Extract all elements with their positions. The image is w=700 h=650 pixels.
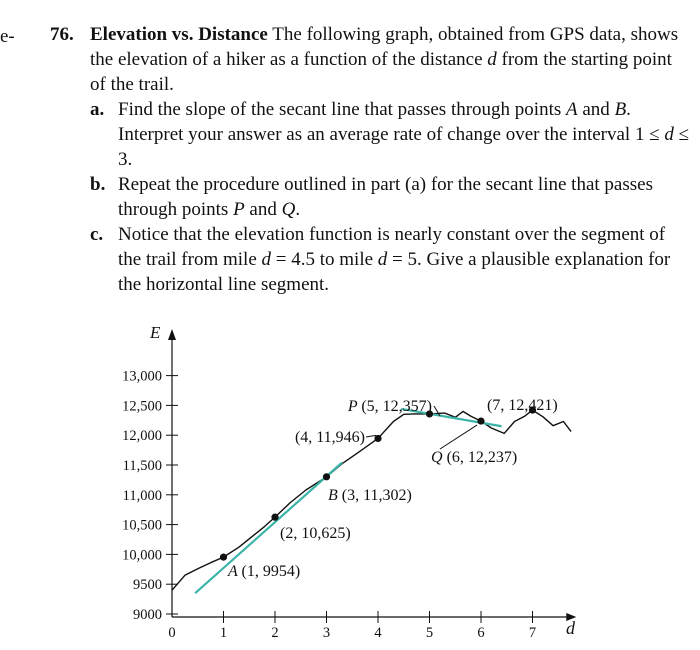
part-b-var-p: P [233, 199, 245, 220]
intro-var: d [487, 49, 497, 70]
part-c-var-d2: d [377, 249, 388, 270]
point-B [323, 473, 330, 480]
part-a-mid: and [577, 99, 615, 120]
x-tick-label: 5 [425, 625, 434, 641]
part-a-var-b: B [614, 99, 627, 120]
y-tick-label: 11,000 [122, 487, 162, 504]
point-label-P: P (5, 12,357) [347, 398, 432, 415]
intro-text-1: The following graph, obtained from GPS data, shows the elevation of a hiker as a function of the distance [90, 24, 679, 70]
point-label-B: B (3, 11,302) [328, 487, 412, 504]
leader-Q [440, 425, 477, 449]
part-b-post: . [295, 199, 301, 220]
y-tick-label: 12,500 [122, 398, 162, 415]
point-2 [271, 514, 278, 521]
part-a-end: ≤ 3. [118, 124, 690, 170]
x-tick-label: 7 [528, 625, 537, 641]
part-a-var-a: A [566, 99, 578, 120]
point-label-7: (7, 12,421) [487, 397, 558, 414]
x-tick-label: 4 [374, 625, 382, 641]
intro-text-2: from the starting point of the trail. [90, 49, 672, 95]
point-A [220, 554, 227, 561]
part-c-mid: = 4.5 to mile [271, 249, 378, 270]
y-tick-label: 9500 [133, 577, 162, 594]
point-Q [477, 417, 484, 424]
y-axis-arrow [168, 329, 176, 340]
x-tick-label: 3 [322, 625, 331, 641]
point-label-A: A (1, 9954) [228, 563, 301, 580]
part-a-label: a. [90, 99, 105, 120]
point-label-Q: Q (6, 12,237) [431, 449, 518, 466]
y-tick-label: 10,000 [122, 547, 162, 564]
part-b-label: b. [90, 174, 106, 195]
part-a-post: . Interpret your answer as an average rate of change over the interval 1 ≤ [118, 99, 665, 145]
x-axis-label: d [566, 618, 575, 638]
problem-number: 76. [50, 24, 74, 45]
y-tick-label: 12,000 [122, 428, 162, 445]
part-a-var-d: d [664, 124, 674, 145]
y-tick-label: 13,000 [122, 368, 162, 385]
y-axis-label: E [150, 323, 161, 342]
margin-mark: e- [0, 26, 15, 47]
point-label-2: (2, 10,625) [280, 525, 351, 542]
y-tick-label: 9000 [133, 607, 162, 623]
part-b-mid: and [244, 199, 282, 220]
x-tick-label: 0 [168, 625, 176, 641]
part-c-var-d1: d [261, 249, 272, 270]
y-tick-label: 11,500 [122, 458, 162, 474]
point-label-4: (4, 11,946) [294, 429, 365, 446]
problem-title: Elevation vs. Distance [90, 24, 268, 45]
part-c-post: = 5. Give a plausible explanation for the horizontal line segment. [118, 249, 671, 295]
part-a-text: Find the slope of the secant line that passes through points [118, 99, 567, 120]
y-tick-label: 10,500 [122, 517, 162, 534]
part-c-label: c. [90, 224, 104, 245]
x-tick-label: 1 [219, 625, 228, 641]
leader-4 [366, 435, 376, 437]
part-c-text: Notice that the elevation function is nearly constant over the segment of the trail from mile [118, 224, 666, 270]
part-b-var-q: Q [281, 199, 296, 220]
part-b-text: Repeat the procedure outlined in part (a) for the secant line that passes through points [118, 174, 653, 220]
x-tick-label: 2 [271, 625, 279, 641]
x-tick-label: 6 [477, 625, 485, 641]
